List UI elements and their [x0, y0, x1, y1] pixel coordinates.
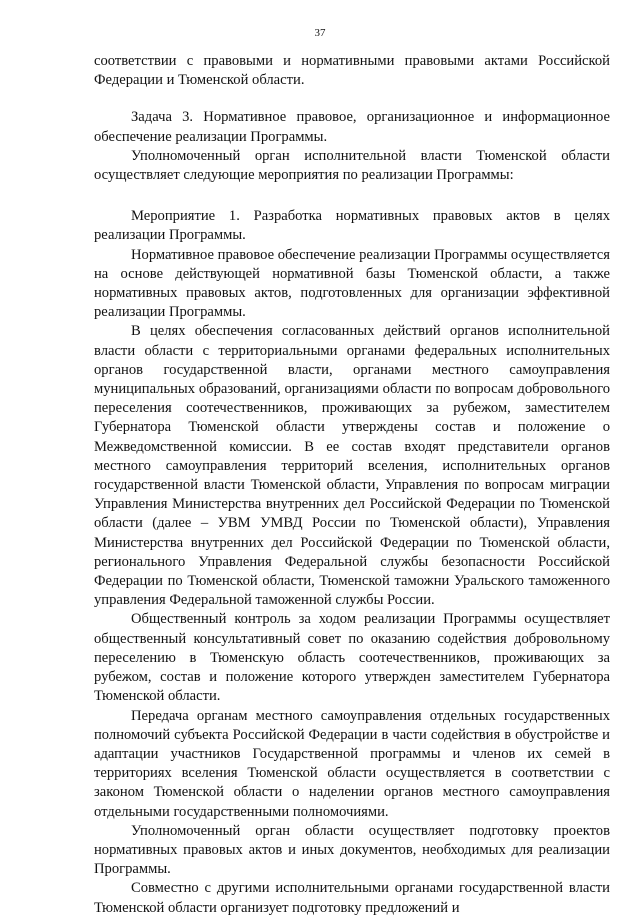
paragraph-proposals: Совместно с другими исполнительными органами государственной власти Тюменской области организует подготовку предложений и	[94, 880, 610, 916]
paragraph-regulatory-support: Нормативное правовое обеспечение реализации Программы осуществляется на основе действующей нормативной базы Тюменской области, а также нормативных правовых актов, подготовленных для организации эффективной реализации Программы.	[94, 246, 610, 321]
page-number: 37	[314, 27, 326, 39]
paragraph-public-control: Общественный контроль за ходом реализации Программы осуществляет общественный консультативный совет по оказанию содействия добровольному переселению в Тюменскую область соотечественников, проживающих за рубежом, состав и положение которого утвержден заместителем Губернатора Тюменской области.	[94, 611, 610, 705]
paragraph-task-3: Задача 3. Нормативное правовое, организационное и информационное обеспечение реализации Программы.	[94, 109, 610, 145]
paragraph-powers-transfer: Передача органам местного самоуправления отдельных государственных полномочий субъекта Российской Федерации в части содействия в обустройстве и адаптации участников Государственной программы и членов их семей в территориях вселения Тюменской области осуществляется в соответствии с законом Тюменской области о наделении органов местного самоуправления отдельными государственными полномочиями.	[94, 707, 610, 820]
paragraph-drafting: Уполномоченный орган области осуществляет подготовку проектов нормативных правовых актов и иных документов, необходимых для реализации Программы.	[94, 822, 610, 878]
paragraph-measure-1: Мероприятие 1. Разработка нормативных правовых актов в целях реализации Программы.	[94, 208, 610, 244]
paragraph-interagency-commission: В целях обеспечения согласованных действий органов исполнительной власти области с территориальными органами федеральных исполнительных органов государственной власти, органами местного самоуправления муниципальных образований, организациями области по вопросам добровольного переселения соотечественников, проживающих за рубежом, заместителем Губернатора Тюменской области утверждены состав и положение о Межведомственной комиссии. В ее состав входят представители органов местного самоуправления территорий вселения, исполнительных органов государственной власти Тюменской области, Управления по вопросам миграции Управления Министерства внутренних дел Российской Федерации по Тюменской области (далее – УВМ УМВД России по Тюменской области), Управления Министерства внутренних дел Российской Федерации по Тюменской области, регионального Управления Федеральной службы безопасности Российской Федерации по Тюменской области, Тюменской таможни Уральского таможенного управления Федеральной таможенной службы России.	[94, 323, 610, 609]
document-body	[94, 52, 610, 918]
paragraph-authorized-body: Уполномоченный орган исполнительной власти Тюменской области осуществляет следующие мероприятия по реализации Программы:	[94, 147, 610, 184]
paragraph-continuation: соответствии с правовыми и нормативными правовыми актами Российской Федерации и Тюменской области.	[94, 53, 610, 89]
